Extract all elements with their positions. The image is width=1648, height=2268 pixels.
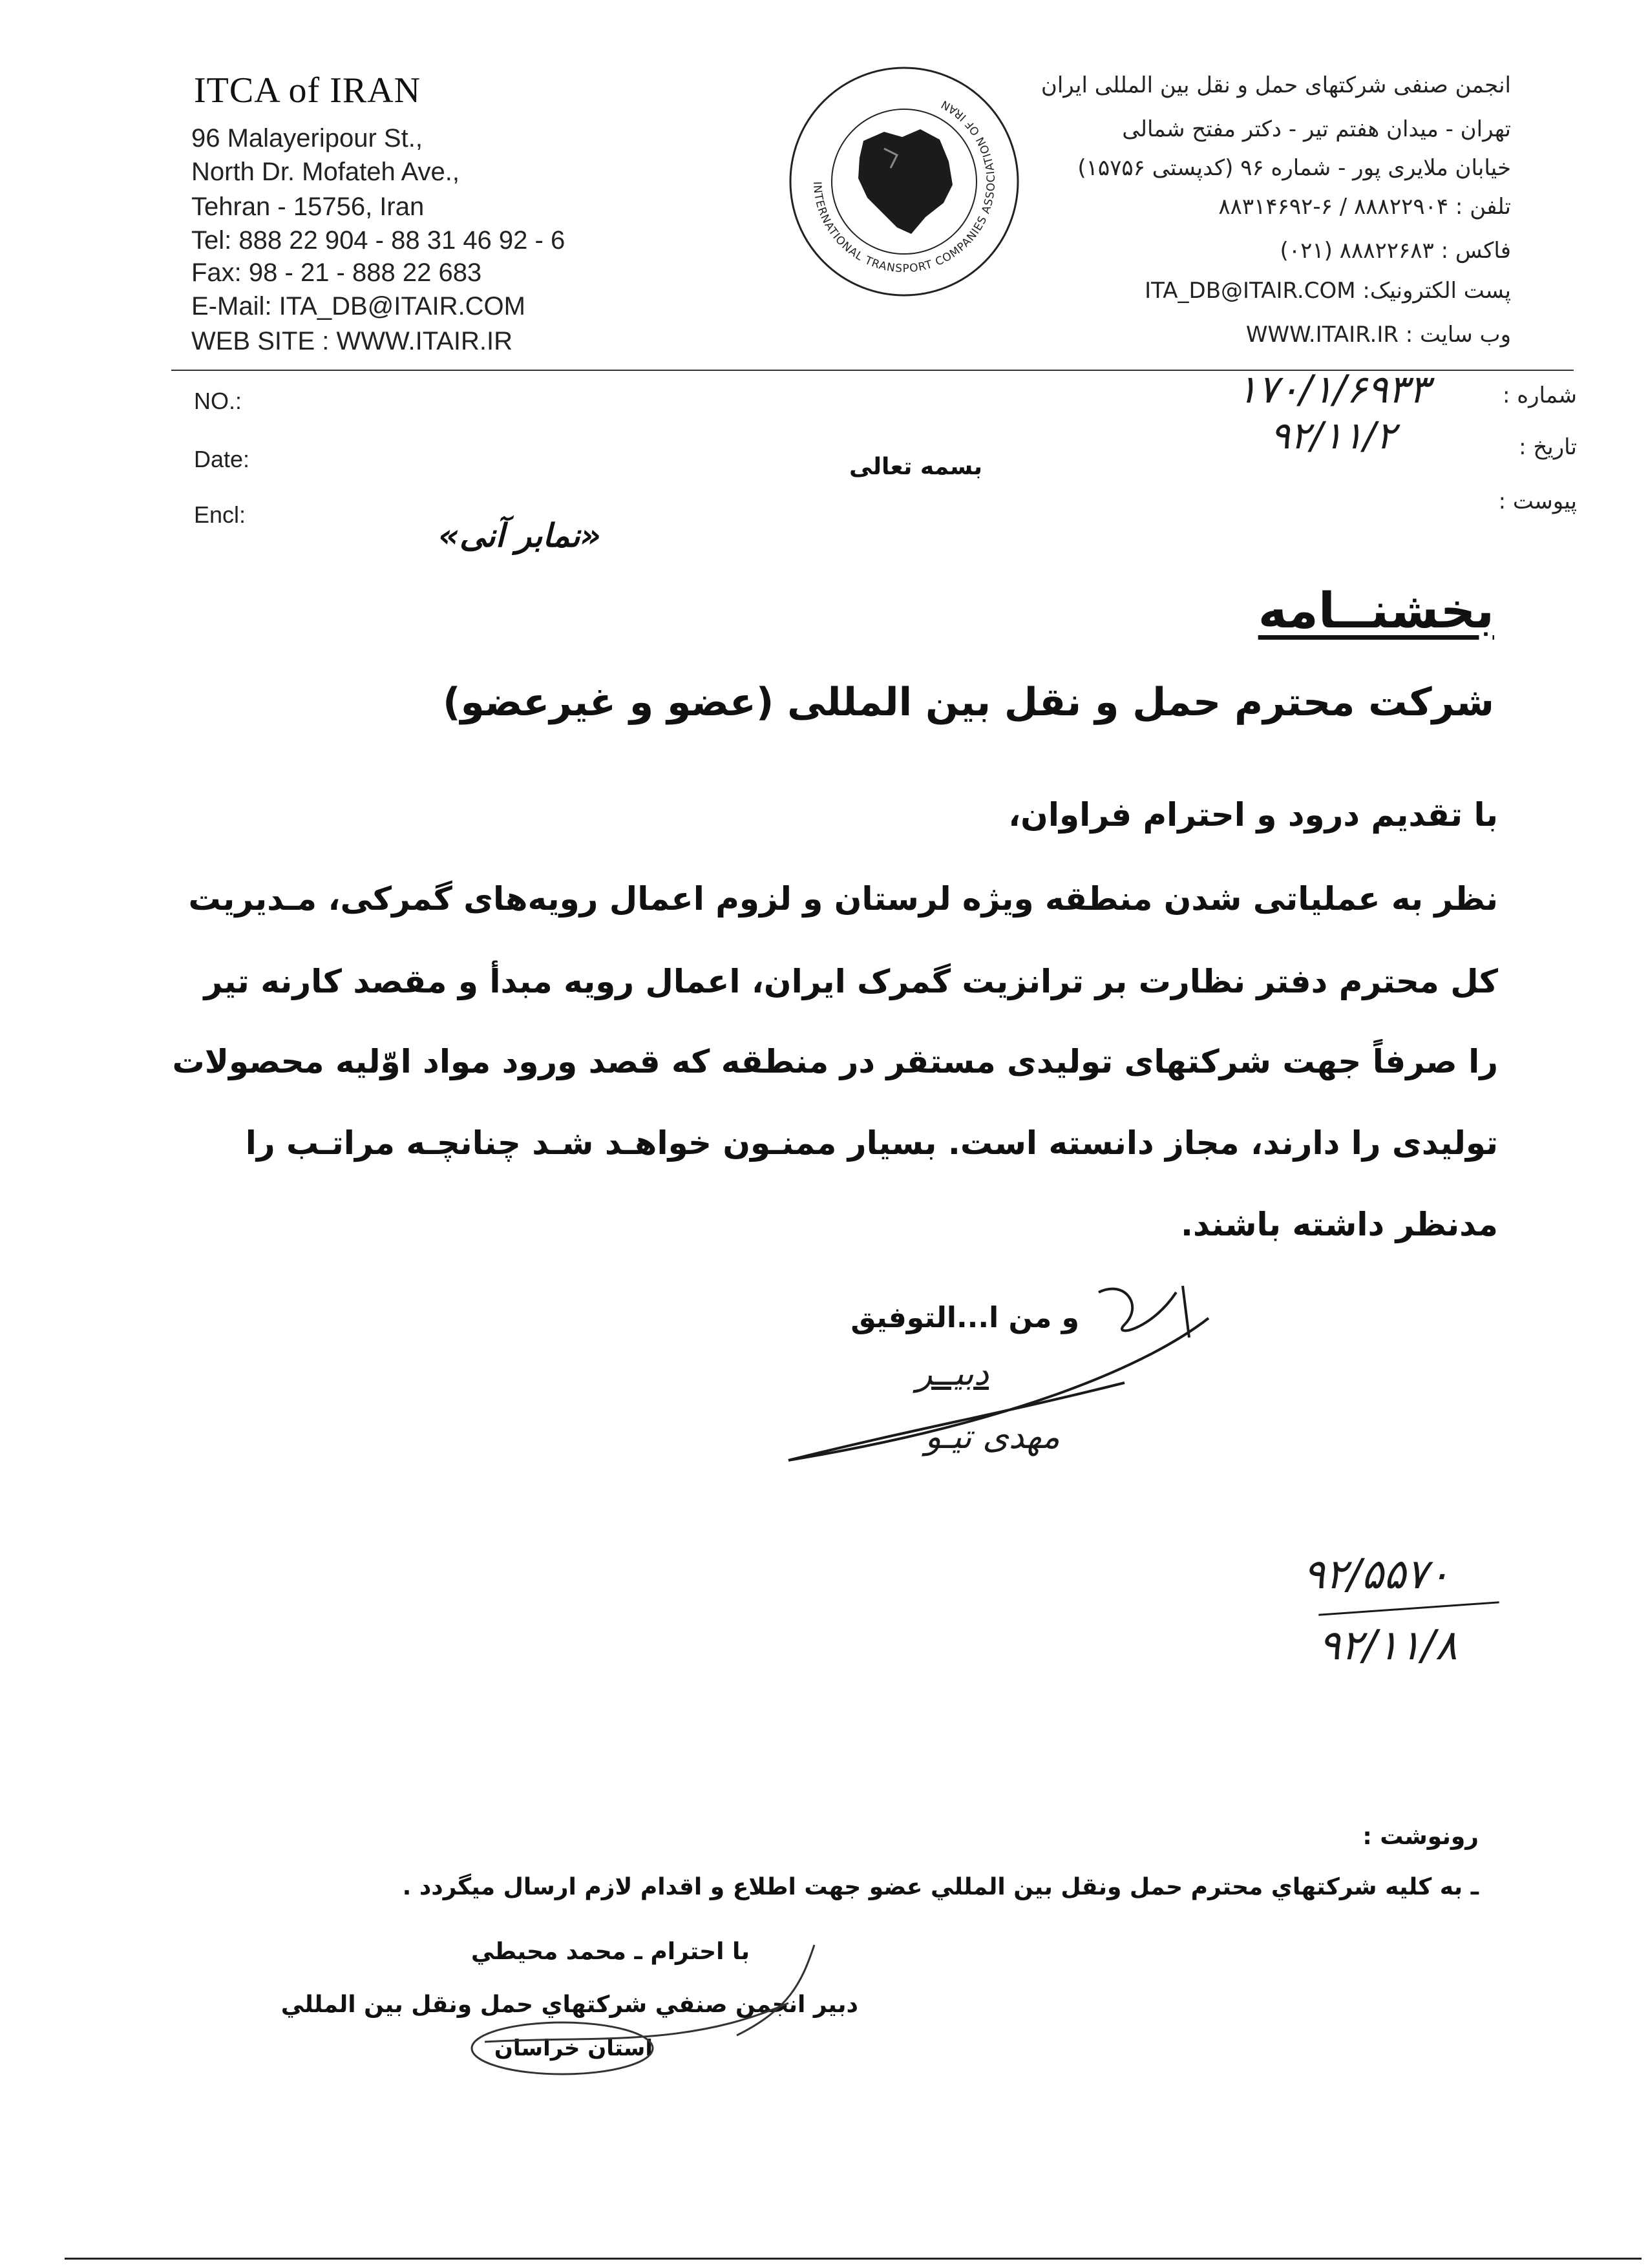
iran-map-icon xyxy=(858,129,953,234)
number-label-fa: شماره : xyxy=(1503,383,1577,408)
footer-divider xyxy=(65,2258,1642,2260)
body-paragraph-line: تولیدی را دارند، مجاز دانسته است. بسیار ممنـون خواهـد شـد چنانچـه مراتـب را xyxy=(245,1124,1498,1162)
body-paragraph-line: مدنظر داشته باشند. xyxy=(1181,1206,1498,1243)
fax-note: «نمابر آنی» xyxy=(438,517,601,554)
circular-title: بخشنــامه xyxy=(1258,582,1494,639)
signature-mark xyxy=(763,1266,1228,1480)
enclosure-label: Encl: xyxy=(194,501,246,528)
address-line-2: North Dr. Mofateh Ave., xyxy=(191,158,460,186)
seal-ring-text: INTERNATIONAL TRANSPORT COMPANIES ASSOCIATION OF IRAN xyxy=(810,97,998,276)
number-label: NO.: xyxy=(194,388,242,414)
cc-signer-title: دبیر انجمن صنفي شرکتهاي حمل ونقل بین المللي xyxy=(280,1991,858,2018)
date-label-fa: تاریخ : xyxy=(1519,434,1577,460)
org-name-persian: انجمن صنفی شرکتهای حمل و نقل بین المللی ایران xyxy=(1041,72,1511,98)
address-line-1: 96 Malayeripour St., xyxy=(191,124,423,152)
date-label: Date: xyxy=(194,446,250,472)
signer-title: دبیــر xyxy=(916,1354,989,1393)
body-paragraph-line: نظر به عملیاتی شدن منطقه ویژه لرستان و لزوم اعمال رویه‌های گمرکی، مـدیریت xyxy=(188,880,1498,918)
body-paragraph-line: کل محترم دفتر نظارت بر ترانزیت گمرک ایران، اعمال رویه مبدأ و مقصد کارنه تیر xyxy=(204,963,1498,1000)
fax-line: Fax: 98 - 21 - 888 22 683 xyxy=(191,258,482,287)
address-line-3: Tehran - 15756, Iran xyxy=(191,193,425,221)
signer-name: مهدی تیـو xyxy=(925,1418,1060,1456)
closing-phrase: و من ا...التوفیق xyxy=(850,1301,1079,1334)
cc-regards: با احترام ـ محمد محیطي xyxy=(470,1938,750,1965)
letter-number-handwritten: ۱۷۰/۱/۶۹۳۳ xyxy=(1236,367,1430,412)
attachment-label-fa: پیوست : xyxy=(1498,488,1577,514)
fax-line-fa: فاکس : ۸۸۸۲۲۶۸۳ (۰۲۱) xyxy=(1280,238,1511,264)
invocation: بسمه تعالی xyxy=(849,454,982,480)
greeting: با تقدیم درود و احترام فراوان، xyxy=(1008,796,1498,834)
association-seal-logo xyxy=(787,65,1021,299)
website-line: WEB SITE : WWW.ITAIR.IR xyxy=(191,327,513,355)
recipient-line: شرکت محترم حمل و نقل بین المللی (عضو و غیرعضو) xyxy=(443,680,1494,725)
cc-signature-mark xyxy=(465,1932,827,2087)
email-line-fa: پست الکترونیک: ITA_DB@ITAIR.COM xyxy=(1145,278,1511,304)
registration-number-handwritten: ۹۲/۵۵۷۰ xyxy=(1303,1551,1450,1599)
website-line-fa: وب سایت : WWW.ITAIR.IR xyxy=(1245,322,1511,348)
cc-label: رونوشت : xyxy=(1362,1823,1479,1850)
address-line-fa-2: خیابان ملایری پور - شماره ۹۶ (کدپستی ۱۵۷۵۶) xyxy=(1077,155,1511,181)
registration-date-handwritten: ۹۲/۱۱/۸ xyxy=(1318,1622,1457,1670)
cc-province: استان خراسان xyxy=(494,2035,653,2061)
cc-item: ـ به کلیه شرکتهاي محترم حمل ونقل بین المللي عضو جهت اطلاع و اقدام لازم ارسال میگردد . xyxy=(402,1874,1479,1900)
phone-line-fa: تلفن : ۸۸۸۲۲۹۰۴ / ۶-۸۸۳۱۴۶۹۲ xyxy=(1218,194,1511,220)
org-name-english: ITCA of IRAN xyxy=(194,70,421,110)
body-paragraph-line: را صرفاً جهت شرکتهای تولیدی مستقر در منطقه که قصد ورود مواد اوّلیه محصولات xyxy=(172,1043,1498,1080)
email-line: E-Mail: ITA_DB@ITAIR.COM xyxy=(191,292,525,320)
registration-divider xyxy=(1318,1601,1499,1616)
phone-line: Tel: 888 22 904 - 88 31 46 92 - 6 xyxy=(191,226,565,255)
address-line-fa-1: تهران - میدان هفتم تیر - دکتر مفتح شمالی xyxy=(1122,116,1511,142)
letter-date-handwritten: ۹۲/۱۱/۲ xyxy=(1270,414,1396,457)
